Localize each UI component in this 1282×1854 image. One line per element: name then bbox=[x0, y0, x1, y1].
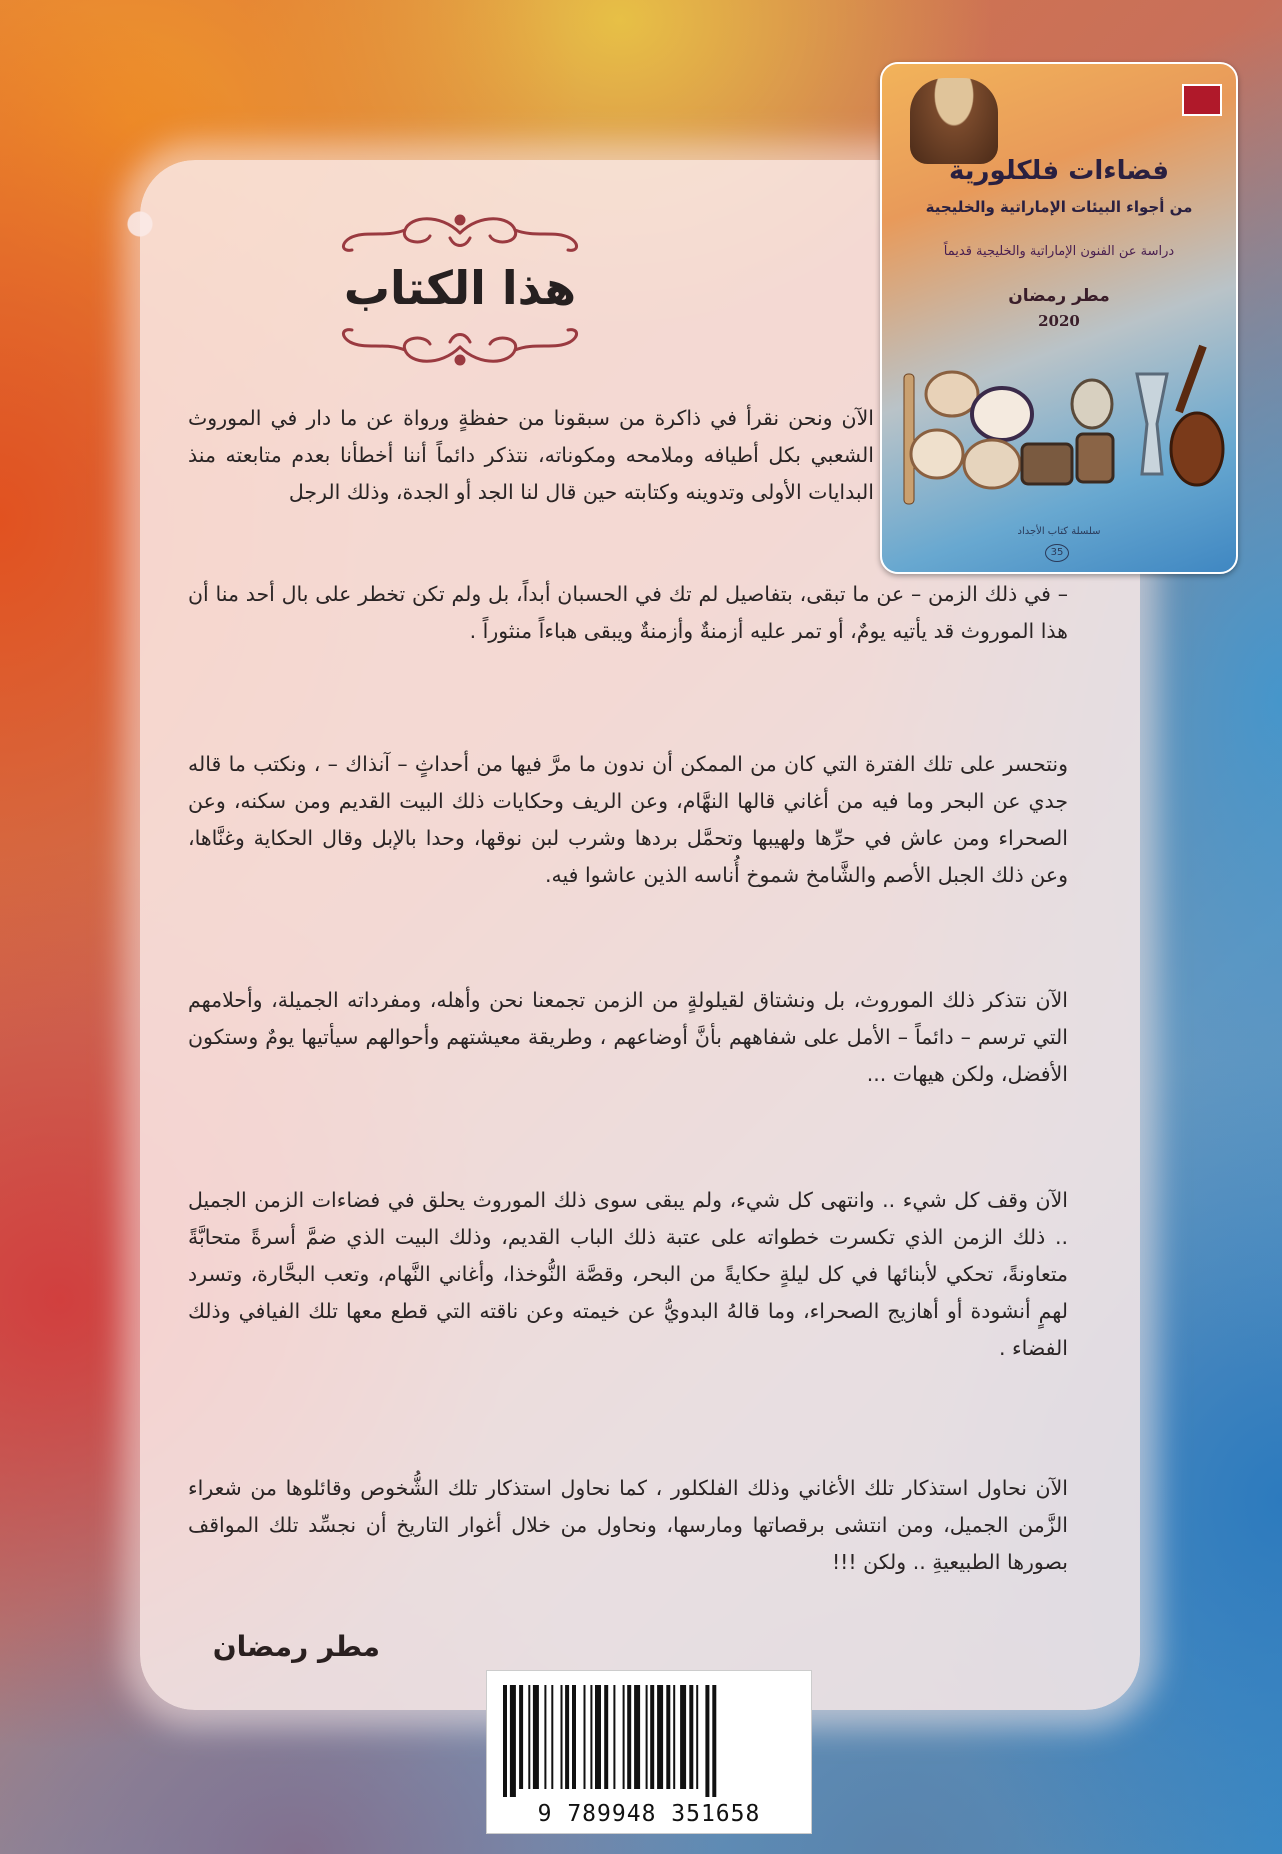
paragraph-1: الآن ونحن نقرأ في ذاكرة من سبقونا من حفظةٍ ورواة عن ما دار في الموروث الشعبي بكل أطيافه وملامحه ومكوناته، نتذكر دائماً أننا أخطأنا بعدم متابعته منذ البدايات الأولى وتدوينه وكتابته حين قال لنا الجد أو الجدة، وذلك الرجل bbox=[188, 406, 874, 504]
paragraph-4: الآن نتذكر ذلك الموروث، بل ونشتاق لقيلولةٍ من الزمن تجمعنا نحن وأهله، ومفرداته الجميلة، وأحلامهم التي ترسم – دائماً – الأمل على شفاههم بأنَّ أوضاعهم ، وطريقة معيشتهم وأحوالهم سيأتيها يومٌ وستكون الأفضل، ولكن هيهات ... bbox=[188, 988, 1068, 1086]
cover-subtitle: من أجواء البيئات الإماراتية والخليجية bbox=[925, 198, 1193, 216]
page-title: هذا الكتاب bbox=[343, 261, 577, 315]
cover-year: 2020 bbox=[1038, 312, 1080, 330]
paragraph-6: الآن نحاول استذكار تلك الأغاني وذلك الفلكلور ، كما نحاول استذكار تلك الشُّخوص وقائلوها من شعراء الزَّمن الجميل، ومن انتشى برقصاتها ومارسها، ونحاول من خلال أغوار التاريخ أن نجسِّد تلك المواقف بصورها الطبيعيةِ .. ولكن !!! bbox=[188, 1476, 1068, 1574]
isbn-number: 9 789948 351658 bbox=[537, 1801, 761, 1827]
barcode bbox=[486, 1670, 812, 1834]
cover-thumbnail bbox=[880, 62, 1238, 574]
top-ornament bbox=[330, 208, 590, 258]
publisher-logo bbox=[1182, 84, 1222, 116]
cover-series: سلسلة كتاب الأجداد bbox=[1017, 526, 1101, 537]
cover-series-number: 35 bbox=[1045, 544, 1069, 562]
instruments-illustration bbox=[882, 334, 1236, 524]
drum-icon bbox=[910, 78, 998, 164]
paragraph-5: الآن وقف كل شيء .. وانتهى كل شيء، ولم يبقى سوى ذلك الموروث يحلق في فضاءات الزمن الجميل .. ذلك الزمن الذي تكسرت خطواته على عتبة ذلك الباب القديم، وذلك البيت الذي ضمَّ أسرةً متحابَّةً متعاونةً، تحكي لأبنائها في كل ليلةٍ حكايةً من البحر، وقصَّة النُّوخذا، وأغاني النَّهام، وتعب البحَّارة، وتسرد لهمٍ أنشودة أو أهازيج الصحراء، وما قالهُ البدويُّ عن خيمته وعن ناقته التي قطع معها تلك الفيافي وذلك الفضاء . bbox=[188, 1188, 1068, 1360]
barcode-bars bbox=[487, 1671, 811, 1801]
cover-author: مطر رمضان bbox=[1008, 286, 1110, 306]
paragraph-3: ونتحسر على تلك الفترة التي كان من الممكن أن ندون ما مرَّ فيها من أحداثٍ – آنذاك – ، ونكتب ما قاله جدي عن البحر وما فيه من أغاني قالها النهَّام، وعن الريف وحكايات ذلك البيت القديم ومن سكنه، وعن الصحراء ومن عاش في حرِّها ولهيبها وتحمَّل بردها وشرب لبن نوقها، وحدا بالإبل وقال الحكاية وغنَّاها، وعن ذلك الجبل الأصم والشَّامخ شموخ أُناسه الذين عاشوا فيه. bbox=[188, 752, 1068, 887]
paragraph-2: – في ذلك الزمن – عن ما تبقى، بتفاصيل لم تك في الحسبان أبداً، بل ولم تكن تخطر على بال أحد منا أن هذا الموروث قد يأتيه يومٌ، أو تمر عليه أزمنةٌ وأزمنةٌ ويبقى هباءاً منثوراً . bbox=[188, 582, 1068, 643]
cover-title: فضاءات فلكلورية bbox=[949, 156, 1169, 186]
author-signature: مطر رمضان bbox=[212, 1630, 380, 1663]
cover-study-line: دراسة عن الفنون الإماراتية والخليجية قديماً bbox=[943, 244, 1175, 259]
bottom-ornament bbox=[330, 322, 590, 372]
